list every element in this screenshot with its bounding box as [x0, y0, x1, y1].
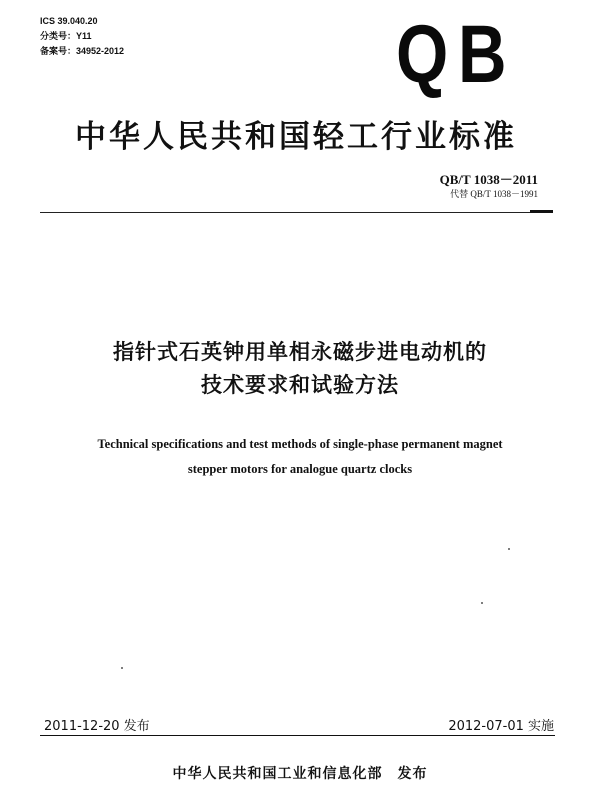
- english-title-line-2: stepper motors for analogue quartz clocks: [187, 462, 413, 476]
- footer-divider: [40, 735, 555, 736]
- chinese-title-line-1: 指针式石英钟用单相永磁步进电动机的: [113, 340, 487, 364]
- scan-speck: [121, 667, 123, 669]
- chinese-title: [40, 336, 560, 402]
- header-divider: [40, 212, 553, 213]
- replaces-standard: 代替 QB/T 1038－1991: [450, 189, 538, 199]
- scan-speck: [508, 548, 510, 550]
- org-title: 中华人民共和国轻工行业标准: [75, 119, 517, 155]
- record-number: 备案号：34952-2012: [40, 46, 125, 56]
- qb-logo: Q B: [396, 9, 507, 100]
- implementation-date: 2012-07-01 实施: [448, 719, 554, 734]
- english-title: [40, 432, 560, 482]
- ics-code: ICS 39.040.20: [40, 16, 98, 26]
- chinese-title-line-2: 技术要求和试验方法: [201, 373, 399, 397]
- document-meta: [40, 14, 124, 59]
- publisher: 中华人民共和国工业和信息化部 发布: [172, 766, 428, 782]
- issue-date: 2011-12-20 发布: [44, 719, 150, 734]
- category-code: 分类号：Y11: [40, 31, 92, 41]
- header-divider-accent: [530, 210, 553, 213]
- english-title-line-1: Technical specifications and test methods of single-phase permanent magnet: [97, 437, 503, 451]
- standard-code: QB/T 1038－2011: [439, 172, 538, 187]
- scan-speck: [481, 602, 483, 604]
